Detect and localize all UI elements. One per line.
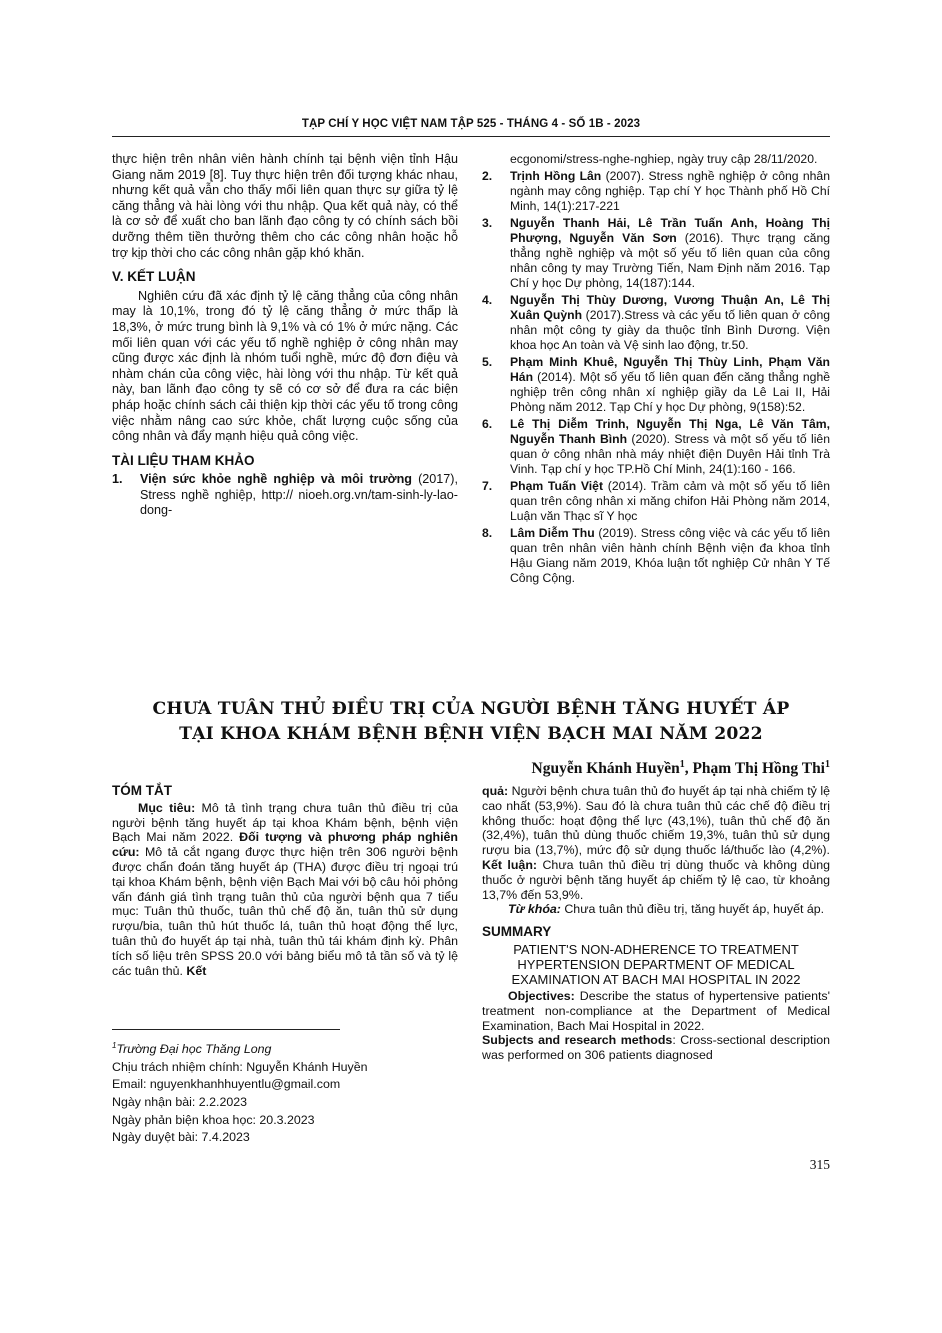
- abstract-vietnamese-column: [112, 784, 458, 978]
- footnotes: [112, 1037, 442, 1147]
- reference-number: 1.: [112, 472, 123, 487]
- reference-item: [482, 479, 830, 524]
- methods-text: Mô tả cắt ngang được thực hiện trên 306 người bệnh được chẩn đoán tăng huyết áp (THA) được điều trị ngoại trú tại khoa Khám bệnh, bệnh viện Bạch Mai với bộ câu hỏi phỏng vấn đánh giá tình trạng tuân thủ của người bệnh qua 7 tiểu mục: Tuân thủ thuốc, tuân thủ chế độ ăn, tuân thủ sử dụng rượu/bia, tuân thủ hút thuốc lá, tuân thủ hoạt động thể lực, tuân thủ đo huyết áp tại nhà, tuân thủ tái khám định kỳ. Phân tích số liệu trên SPSS 20.0 với bảng biểu mô tả tần số và tỷ lệ các tuân thủ.: [112, 845, 458, 978]
- footnote-review-date: Ngày phản biện khoa học: 20.3.2023: [112, 1112, 315, 1127]
- footnote-rule: [112, 1029, 340, 1030]
- footnote-approval-date: Ngày duyệt bài: 7.4.2023: [112, 1130, 250, 1145]
- objectives-label: Objectives:: [508, 988, 575, 1003]
- summary-methods-paragraph: [482, 1033, 830, 1063]
- reference-item: [482, 526, 830, 586]
- footnote-email: Email: nguyenkhanhhuyentlu@gmail.com: [112, 1077, 341, 1092]
- reference-authors: Nguyễn Thị Thùy Dương, Vương Thuận An, Lê Thị Xuân Quỳnh: [510, 293, 830, 322]
- keywords-text: Chưa tuân thủ điều trị, tăng huyết áp, huyết áp.: [560, 902, 825, 917]
- reference-authors: Phạm Tuấn Việt: [510, 479, 604, 493]
- reference-authors: Lê Thị Diễm Trinh, Nguyễn Thị Nga, Lê Văn Tâm, Nguyễn Thanh Bình: [510, 417, 830, 446]
- reference-text: (2014). Một số yếu tố liên quan đến căng thẳng nghề nghiệp trên công nhân xí nghiệp giầy da Lê Lai II, Hải Phòng năm 2012. Tạp Chí y học Dự phòng, 9(158):52.: [510, 370, 830, 414]
- reference-text: (2016). Thực trạng căng thẳng nghề nghiệp và một số yếu tố liên quan của công nhân công ty may Trường Tiến, Nam Định năm 2016. Tạp Chí y học Dự phòng, 14(187):144.: [510, 231, 830, 290]
- section-conclusion-heading: V. KẾT LUẬN: [112, 269, 196, 285]
- reference-text: (2019). Stress công việc và các yếu tố liên quan trên nhân viên hành chính Bệnh viện đa khoa tỉnh Hậu Giang năm 2019, Khóa luận tốt nghiệp Cử nhân Y Tế Công Cộng.: [510, 526, 830, 585]
- reference-authors: Viện sức khỏe nghề nghiệp và môi trường: [140, 472, 412, 487]
- author-name: Phạm Thị Hồng Thi: [692, 760, 825, 778]
- abstract-heading: TÓM TẮT: [112, 783, 172, 798]
- reference-text: ecgonomi/stress-nghe-nghiep, ngày truy cập 28/11/2020.: [510, 152, 818, 166]
- abstract-continuation-column: [482, 784, 830, 1063]
- conclusion-label: Kết luận:: [482, 857, 538, 872]
- keywords-paragraph: [482, 902, 830, 917]
- header-rule: [112, 136, 830, 137]
- footnote-received-date: Ngày nhận bài: 2.2.2023: [112, 1094, 248, 1109]
- article-title-line-2: TẠI KHOA KHÁM BỆNH BỆNH VIỆN BẠCH MAI NĂM 2022: [179, 724, 763, 744]
- reference-text: (2014). Trầm cảm và một số yếu tố liên quan trên công nhân xi măng chifon Hải Phòng năm 2014, Luận văn Thạc sĩ Y học: [510, 479, 830, 523]
- reference-number: 2.: [482, 169, 493, 183]
- objective-text: Mô tả tình trạng chưa tuân thủ điều trị của người bệnh tăng huyết áp tại khoa Khám bệnh, bệnh viện Bạch Mai năm 2022.: [112, 800, 458, 845]
- conclusion-paragraph: Nghiên cứu đã xác định tỷ lệ căng thẳng của công nhân may là 10,1%, trong đó tỷ lệ căng thẳng ở mức thấp là 18,3%, ở mức trung bình là 9,1% và có 1% ở mức nặng. Các mối liên quan với các yếu tố nghề nghiệp ở công nhân may cũng được xác định là nhóm tuổi nghề, mức độ đơn điệu và nhàm chán của công việc, hài lòng với thu nhập. Từ kết quả này, ban lãnh đạo công ty sẽ có cơ sở để đưa ra các biện pháp hoặc chính sách cải thiện kịp thời các yếu tố trong công việc nhằm nâng cao sức khỏe, chất lượng cuộc sống của công nhân và đẩy mạnh hiệu quả công việc.: [112, 288, 458, 444]
- discussion-paragraph: thực hiện trên nhân viên hành chính tại bệnh viện tỉnh Hậu Giang năm 2019 [8]. Tuy thực hiện trên đối tượng khác nhau, nhưng kết quả vẫn cho thấy mối liên quan thực sự giữa tỷ lệ căng thẳng và hài lòng với thu nhập. Qua kết quả này, có thể là cơ sở để xuất cho ban lãnh đạo công ty có chính sách bồi dưỡng thêm tiền thưởng thêm cho các công nhân hoặc hỗ trợ kịp thời cho các công nhân gặp khó khăn.: [112, 152, 458, 260]
- upper-left-column: [112, 152, 458, 521]
- reference-authors: Nguyễn Thanh Hải, Lê Trần Tuấn Anh, Hoàng Thị Phượng, Nguyễn Văn Sơn: [510, 216, 830, 245]
- footnote-affiliation: [112, 1037, 442, 1059]
- summary-objectives-paragraph: [482, 989, 830, 1033]
- reference-item-1: [112, 472, 458, 519]
- results-label: Kết: [182, 963, 207, 978]
- reference-item: [482, 355, 830, 415]
- article-title-line-1: CHƯA TUÂN THỦ ĐIỀU TRỊ CỦA NGƯỜI BỆNH TĂNG HUYẾT ÁP: [152, 699, 790, 719]
- summary-heading: SUMMARY: [482, 924, 552, 940]
- methods-text-en: : Cross-sectional description was performed on 306 patients diagnosed: [482, 1033, 830, 1063]
- reference-authors: Phạm Minh Khuê, Nguyễn Thị Thùy Linh, Phạm Văn Hán: [510, 355, 830, 384]
- reference-text: (2007). Stress nghề nghiệp ở công nhân ngành may công nghiệp. Tạp chí Y học Thành phố Hồ Chí Minh, 14(1):217-221: [510, 169, 830, 213]
- reference-number: 3.: [482, 216, 493, 230]
- reference-text: (2017), Stress nghề nghiệp, http:// nioeh.org.vn/tam-sinh-ly-lao-dong-: [140, 472, 458, 518]
- reference-text: (2017).Stress và các yếu tố liên quan ở công nhân một công ty giày da thuộc tỉnh Bình Dương. Viện khoa học An toàn và Vệ sinh lao động, tr.50.: [510, 308, 830, 352]
- journal-header: TẠP CHÍ Y HỌC VIỆT NAM TẬP 525 - THÁNG 4 - SỐ 1B - 2023: [301, 118, 641, 130]
- author-separator: ,: [684, 760, 693, 778]
- methods-label: Đối tượng và phương pháp nghiên cứu:: [112, 830, 458, 860]
- reference-item: [482, 417, 830, 477]
- summary-title: PATIENT'S NON-ADHERENCE TO TREATMENT HYPERTENSION DEPARTMENT OF MEDICAL EXAMINATION AT BACH MAI HOSPITAL IN 2022: [511, 941, 801, 987]
- reference-item: [482, 169, 830, 214]
- reference-number: 6.: [482, 417, 493, 431]
- reference-authors: Trịnh Hồng Lân: [510, 169, 602, 183]
- reference-number: 7.: [482, 479, 493, 493]
- reference-item: [482, 293, 830, 353]
- reference-text: (2020). Stress và một số yếu tố liên quan ở công nhân nhà máy nhiệt điện Duyên Hải tỉnh Trà Vinh. Tạp chí y học TP.Hồ Chí Minh, 24(1):160 - 166.: [510, 432, 830, 476]
- author-affiliation-marker: 1: [679, 759, 685, 770]
- author-name: Nguyễn Khánh Huyền: [531, 760, 680, 778]
- reference-authors: Lâm Diễm Thu: [510, 526, 595, 540]
- footnote-marker: 1: [112, 1041, 117, 1050]
- reference-number: 5.: [482, 355, 493, 369]
- upper-right-column: [482, 152, 830, 588]
- results-text: Người bệnh chưa tuân thủ đo huyết áp tại nhà chiếm tỷ lệ cao nhất (53,9%). Sau đó là chưa tuân thủ các chế độ điều trị không thuốc: hoạt động thể lực (43,1%), tuân thủ chế độ ăn (32,4%), tuân thủ dùng thuốc chiếm 19,3%, tuân thủ sử dụng rượu bia (13,7%), mức độ sử dụng thuốc lá/thuốc lào (4,2%).: [482, 784, 830, 858]
- references-heading: TÀI LIỆU THAM KHẢO: [112, 452, 255, 468]
- keywords-label: Từ khóa:: [508, 902, 561, 917]
- objectives-text: Describe the status of hypertensive patients' treatment non-compliance at the Department of Medical Examination, Bach Mai Hospital in 2022.: [482, 988, 830, 1033]
- objective-label: Mục tiêu:: [138, 800, 196, 815]
- abstract-results-paragraph: [482, 784, 830, 902]
- reference-item: [482, 216, 830, 291]
- article-authors: [532, 759, 830, 778]
- reference-item-1-continued: [482, 152, 830, 167]
- abstract-paragraph: [112, 801, 458, 979]
- conclusion-text: Chưa tuân thủ điều trị dùng thuốc và không dùng thuốc ở người bệnh tăng huyết áp chiếm tỷ lệ cao, từ khoảng 13,7% đến 53,9%.: [482, 857, 830, 902]
- results-label-continued: quả:: [482, 784, 509, 798]
- author-affiliation-marker: 1: [825, 759, 830, 770]
- footnote-corresponding-author: Chịu trách nhiệm chính: Nguyễn Khánh Huyền: [112, 1059, 368, 1074]
- page-number: 315: [809, 1157, 830, 1172]
- affiliation-text: Trường Đại học Thăng Long: [116, 1042, 272, 1057]
- reference-number: 8.: [482, 526, 493, 540]
- methods-label-en: Subjects and research methods: [482, 1033, 673, 1048]
- reference-number: 4.: [482, 293, 493, 307]
